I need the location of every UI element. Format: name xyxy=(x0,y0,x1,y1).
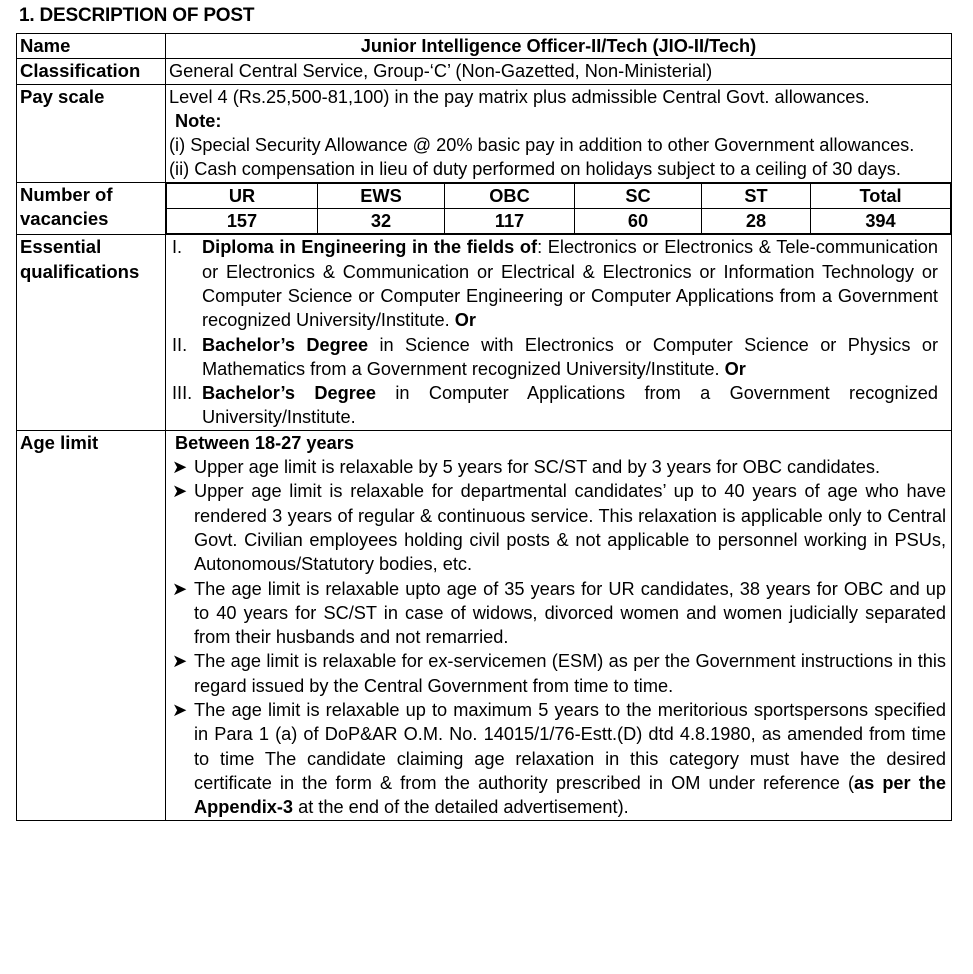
pay-scale-row xyxy=(17,84,952,182)
note-item-1: (i) Special Security Allowance @ 20% basic pay in addition to other Government allowances. xyxy=(169,135,915,156)
age-bullet-text: The age limit is relaxable up to maximum 5 years to the meritorious sportspersons specified in Para 1 (a) of DoP&AR O.M. No. 14015/1/76-Estt.(D) dtd 4.8.1980, as amended from time to time The candidate claiming age relaxation in this category must have the desired certificate in the form & from the authority prescribed in OM under reference ( xyxy=(194,700,946,793)
age-bullet xyxy=(169,455,948,479)
qualification-number: I. xyxy=(172,237,183,258)
vacancies-header-row xyxy=(167,183,951,208)
post-name: Junior Intelligence Officer-II/Tech (JIO-II/Tech) xyxy=(166,34,952,59)
vacancies-table xyxy=(166,183,951,235)
vacancy-value-ews: 32 xyxy=(318,209,445,234)
right-arrowhead-icon: ➤ xyxy=(172,651,188,672)
appendix-reference: as per the Appendix-3 xyxy=(194,772,946,818)
pay-scale-value: Level 4 (Rs.25,500-81,100) in the pay matrix plus admissible Central Govt. allowances. xyxy=(169,86,870,107)
age-limit-row xyxy=(17,430,952,820)
vacancy-value-obc: 117 xyxy=(445,209,575,234)
age-bullet-text-end: at the end of the detailed advertisement). xyxy=(293,797,629,818)
vacancies-cell xyxy=(166,182,952,235)
pay-scale-label: Pay scale xyxy=(17,84,166,182)
vacancy-value-ur: 157 xyxy=(167,209,318,234)
vacancy-header-ur: UR xyxy=(167,183,318,208)
vacancy-header-sc: SC xyxy=(575,183,702,208)
qualification-text: in Science with Electronics or Computer Science or Physics or Mathematics from a Government recognized University/Institute. xyxy=(202,334,939,379)
vacancies-row xyxy=(17,182,952,235)
name-label: Name xyxy=(17,34,166,59)
age-bullet-text: The age limit is relaxable for ex-servicemen (ESM) as per the Government instructions in this regard issued by the Central Government from time to time. xyxy=(194,651,946,696)
qualification-bold: Bachelor’s Degree xyxy=(202,334,369,355)
qualification-item xyxy=(169,333,948,382)
vacancy-value-st: 28 xyxy=(702,209,811,234)
age-limit-cell xyxy=(166,430,952,820)
age-range: Between 18-27 years xyxy=(175,432,354,453)
age-bullet xyxy=(169,479,948,576)
pay-scale-cell xyxy=(166,84,952,182)
vacancy-header-obc: OBC xyxy=(445,183,575,208)
age-bullet-text: Upper age limit is relaxable by 5 years for SC/ST and by 3 years for OBC candidates. xyxy=(194,457,881,478)
vacancies-label: Number of vacancies xyxy=(17,182,166,235)
qualification-or: Or xyxy=(724,358,746,379)
age-bullet xyxy=(169,649,948,698)
qualifications-label: Essential qualifications xyxy=(17,235,166,430)
right-arrowhead-icon: ➤ xyxy=(172,578,188,599)
vacancy-value-sc: 60 xyxy=(575,209,702,234)
qualification-or: Or xyxy=(454,310,476,331)
age-bullet xyxy=(169,577,948,650)
vacancy-value-total: 394 xyxy=(811,209,951,234)
right-arrowhead-icon: ➤ xyxy=(172,700,188,721)
classification-label: Classification xyxy=(17,59,166,84)
section-heading: 1. DESCRIPTION OF POST xyxy=(19,5,255,26)
qualification-text: in Computer Applications from a Government recognized University/Institute. xyxy=(202,383,938,428)
qualification-item xyxy=(169,235,948,332)
qualification-text: : Electronics or Electronics & Tele-communication or Electronics & Communication or Electrical & Electronics or Information Technology or Computer Science or Computer Engineering or Computer Applications from a Government recognized University/Institute. xyxy=(202,237,939,331)
age-limit-label: Age limit xyxy=(17,430,166,820)
age-bullet-text: The age limit is relaxable upto age of 35 years for UR candidates, 38 years for OBC and up to 40 years for SC/ST in case of widows, divorced women and women judicially separated from their husbands and not remarried. xyxy=(194,578,946,648)
vacancies-values-row xyxy=(167,209,951,234)
vacancy-header-ews: EWS xyxy=(318,183,445,208)
note-item-2: (ii) Cash compensation in lieu of duty performed on holidays subject to a ceiling of 30 days. xyxy=(169,159,901,180)
qualifications-row xyxy=(17,235,952,430)
classification-row xyxy=(17,59,952,84)
age-bullet xyxy=(169,698,948,819)
right-arrowhead-icon: ➤ xyxy=(172,457,188,478)
note-label: Note: xyxy=(175,110,222,131)
qualification-item xyxy=(169,381,948,430)
vacancy-header-st: ST xyxy=(702,183,811,208)
qualification-bold: Bachelor’s Degree xyxy=(202,383,377,404)
qualification-bold: Diploma in Engineering in the fields of xyxy=(202,237,538,258)
right-arrowhead-icon: ➤ xyxy=(172,481,188,502)
classification-value: General Central Service, Group-‘C’ (Non-Gazetted, Non-Ministerial) xyxy=(166,59,952,84)
post-description-table xyxy=(16,33,952,821)
qualification-number: III. xyxy=(172,383,193,404)
vacancy-header-total: Total xyxy=(811,183,951,208)
name-row xyxy=(17,34,952,59)
age-bullet-text: Upper age limit is relaxable for departmental candidates’ up to 40 years of age who have rendered 3 years of regular & continuous service. This relaxation is applicable only to Central Govt. Civilian employees holding civil posts & not applicable to personnel working in PSUs, Autonomous/Statutory bodies, etc. xyxy=(194,481,946,575)
qualification-number: II. xyxy=(172,334,188,355)
qualifications-cell xyxy=(166,235,952,430)
